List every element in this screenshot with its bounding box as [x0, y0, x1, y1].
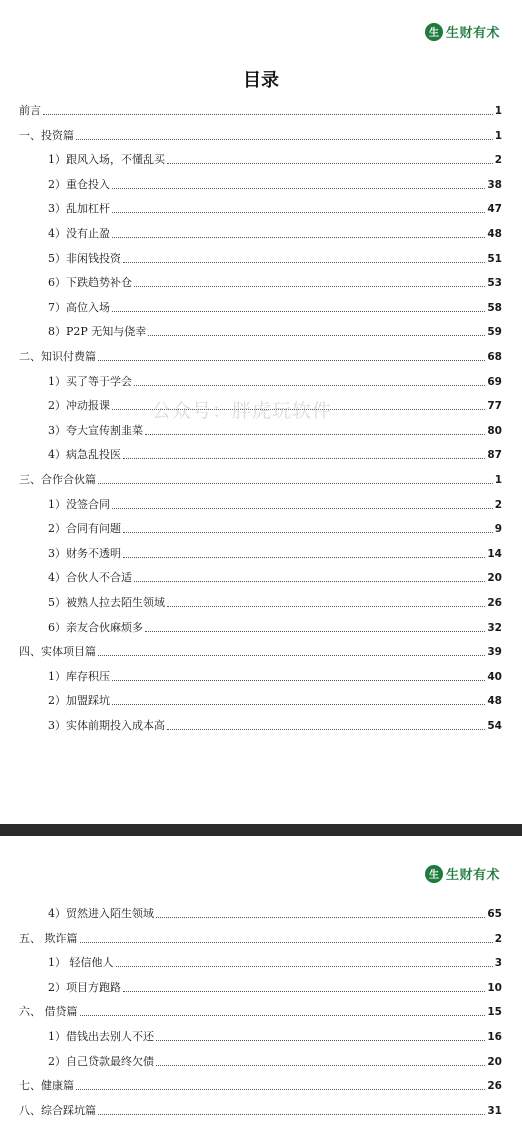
toc-entry[interactable]	[0, 297, 522, 315]
toc-entry-page-number: 59	[487, 326, 502, 339]
toc-leader-dots	[76, 1089, 485, 1090]
toc-entry-label: 八、综合踩坑篇	[19, 1103, 96, 1117]
toc-entry[interactable]	[0, 617, 522, 635]
toc-entry-page-number: 87	[487, 449, 502, 462]
watermark: 公众号：胖虎玩软件	[152, 400, 333, 422]
toc-leader-dots	[76, 139, 493, 140]
toc-entry-label: 3）财务不透明	[48, 546, 121, 560]
toc-entry-label: 2）重仓投入	[48, 177, 110, 191]
toc-entry-page-number: 48	[487, 228, 502, 240]
toc-leader-dots	[98, 655, 485, 656]
toc-leader-dots	[134, 286, 485, 287]
toc-entry-label: 前言	[19, 104, 41, 117]
toc-leader-dots	[167, 606, 485, 607]
toc-leader-dots	[43, 114, 493, 115]
toc-entry-page-number: 1	[494, 474, 502, 486]
brand-name: 生财有术	[445, 868, 500, 883]
toc-entry-label: 1）没签合同	[48, 497, 110, 511]
toc-leader-dots	[148, 335, 485, 336]
toc-entry-label: 2）自己贷款最终欠债	[48, 1054, 154, 1068]
toc-entry-label: 2）加盟踩坑	[48, 694, 110, 708]
toc-leader-dots	[116, 966, 493, 967]
brand-logo	[425, 22, 500, 41]
brand-badge-icon: 生	[425, 23, 443, 41]
toc-leader-dots	[80, 1015, 486, 1016]
toc-entry-label: 5）非闲钱投资	[48, 251, 121, 265]
toc-entry-page-number: 32	[487, 621, 502, 634]
toc-entry-page-number: 38	[487, 178, 502, 191]
toc-entry-page-number: 77	[487, 400, 502, 413]
toc-entry-page-number: 2	[494, 932, 502, 945]
toc-entry-page-number: 2	[494, 154, 502, 167]
toc-leader-dots	[123, 557, 485, 558]
toc-entry-label: 4）病急乱投医	[48, 448, 121, 462]
brand-name: 生财有术	[445, 26, 500, 41]
toc-leader-dots	[123, 991, 485, 992]
toc-entry-page-number: 26	[487, 597, 502, 609]
toc-entry-label: 二、知识付费篇	[19, 350, 96, 363]
toc-entry-page-number: 9	[494, 523, 502, 536]
toc-entry-page-number: 58	[487, 301, 502, 314]
toc-entry[interactable]	[0, 903, 522, 921]
toc-entry[interactable]	[0, 1001, 522, 1019]
toc-entry[interactable]	[0, 1051, 522, 1069]
toc-entry-label: 1）库存积压	[48, 669, 110, 683]
toc-entry[interactable]	[0, 100, 522, 118]
toc-entry-page-number: 51	[487, 252, 502, 265]
toc-entry-page-number: 26	[487, 1080, 502, 1093]
toc-entry-page-number: 1	[494, 105, 502, 117]
toc-leader-dots	[156, 1040, 485, 1041]
toc-entry[interactable]	[0, 272, 522, 290]
toc-entry-page-number: 16	[487, 1031, 502, 1043]
toc-leader-dots	[112, 680, 485, 681]
toc-entry[interactable]	[0, 371, 522, 389]
toc-leader-dots	[123, 458, 485, 459]
toc-entry-label: 4）没有止盈	[48, 227, 110, 240]
page-separator	[0, 824, 522, 836]
toc-leader-dots	[80, 942, 493, 943]
toc-entry[interactable]	[0, 641, 522, 659]
toc-entry-page-number: 69	[487, 375, 502, 388]
toc-entry[interactable]	[0, 125, 522, 143]
toc-leader-dots	[98, 483, 493, 484]
toc-entry[interactable]	[0, 444, 522, 462]
toc-entry-label: 3）乱加杠杆	[48, 202, 110, 216]
toc-entry-page-number: 39	[487, 646, 502, 659]
toc-entry-page-number: 47	[487, 203, 502, 216]
toc-leader-dots	[112, 188, 485, 189]
toc-entry[interactable]	[0, 715, 522, 733]
page-title: 目录	[243, 70, 279, 91]
toc-entry-label: 3）夸大宣传割韭菜	[48, 423, 143, 437]
toc-entry[interactable]	[0, 1026, 522, 1044]
toc-entry[interactable]	[0, 666, 522, 684]
toc-leader-dots	[112, 212, 485, 213]
toc-entry[interactable]	[0, 952, 522, 970]
toc-leader-dots	[145, 434, 485, 435]
toc-entry-page-number: 20	[487, 1055, 502, 1068]
brand-badge-icon: 生	[425, 865, 443, 883]
toc-entry-page-number: 20	[487, 572, 502, 585]
toc-leader-dots	[123, 262, 485, 263]
brand-logo	[425, 864, 500, 883]
toc-entry-label: 1） 轻信他人	[48, 956, 114, 970]
toc-entry[interactable]	[0, 321, 522, 339]
toc-entry-label: 1）跟风入场，不懂乱买	[48, 153, 165, 167]
document-page-2	[0, 836, 522, 1131]
toc-entry-page-number: 68	[487, 351, 502, 363]
toc-leader-dots	[98, 360, 485, 361]
toc-leader-dots	[145, 631, 485, 632]
toc-entry[interactable]	[0, 174, 522, 192]
toc-entry[interactable]	[0, 223, 522, 241]
toc-entry-page-number: 10	[487, 981, 502, 994]
toc-entry-label: 2）合同有问题	[48, 522, 121, 536]
toc-entry-label: 1）借钱出去别人不还	[48, 1030, 154, 1043]
toc-entry-label: 3）实体前期投入成本高	[48, 719, 165, 732]
toc-entry[interactable]	[0, 198, 522, 216]
toc-entry[interactable]	[0, 1100, 522, 1118]
toc-leader-dots	[167, 163, 493, 164]
toc-entry-label: 一、投资篇	[19, 128, 74, 142]
toc-entry-page-number: 31	[487, 1104, 502, 1117]
toc-entry[interactable]	[0, 346, 522, 364]
toc-leader-dots	[112, 704, 485, 705]
toc-leader-dots	[98, 1114, 485, 1115]
toc-entry[interactable]	[0, 518, 522, 536]
toc-entry[interactable]	[0, 977, 522, 995]
toc-entry[interactable]	[0, 592, 522, 610]
toc-entry[interactable]	[0, 469, 522, 487]
toc-entry-label: 四、实体项目篇	[19, 645, 96, 659]
toc-entry[interactable]	[0, 1075, 522, 1093]
toc-entry-label: 6）亲友合伙麻烦多	[48, 620, 143, 634]
toc-entry-page-number: 40	[487, 670, 502, 683]
toc-entry-label: 8）P2P 无知与侥幸	[48, 325, 147, 339]
toc-entry-page-number: 15	[487, 1006, 502, 1019]
toc-leader-dots	[112, 508, 493, 509]
toc-entry-label: 6）下跌趋势补仓	[48, 276, 132, 290]
toc-entry-page-number: 80	[487, 424, 502, 437]
toc-entry-page-number: 1	[494, 129, 502, 142]
toc-entry-label: 五、 欺诈篇	[19, 931, 78, 945]
toc-entry[interactable]	[0, 149, 522, 167]
toc-entry[interactable]	[0, 690, 522, 708]
toc-leader-dots	[112, 237, 485, 238]
toc-entry-page-number: 3	[494, 957, 502, 970]
toc-entry-label: 4）合伙人不合适	[48, 571, 132, 585]
toc-entry-label: 4）贸然进入陌生领域	[48, 907, 154, 920]
toc-entry-label: 1）买了等于学会	[48, 374, 132, 388]
toc-leader-dots	[156, 1065, 485, 1066]
toc-entry[interactable]	[0, 543, 522, 561]
toc-entry-label: 七、健康篇	[19, 1079, 74, 1093]
toc-entry-label: 2）项目方跑路	[48, 980, 121, 994]
toc-leader-dots	[123, 532, 493, 533]
toc-entry-page-number: 48	[487, 695, 502, 708]
toc-entry[interactable]	[0, 928, 522, 946]
toc-entry-page-number: 14	[487, 547, 502, 560]
toc-entry-label: 5）被熟人拉去陌生领域	[48, 596, 165, 609]
toc-entry-page-number: 2	[494, 498, 502, 511]
toc-entry[interactable]	[0, 567, 522, 585]
toc-entry-label: 7）高位入场	[48, 300, 110, 314]
toc-entry-label: 六、 借贷篇	[19, 1005, 78, 1019]
toc-leader-dots	[134, 581, 485, 582]
toc-leader-dots	[156, 917, 485, 918]
toc-leader-dots	[134, 385, 485, 386]
toc-leader-dots	[167, 729, 485, 730]
toc-entry-label: 2）冲动报课	[48, 399, 110, 413]
toc-entry[interactable]	[0, 248, 522, 266]
toc-entry-page-number: 65	[487, 908, 502, 920]
toc-entry-page-number: 53	[487, 277, 502, 290]
toc-entry[interactable]	[0, 494, 522, 512]
toc-entry-page-number: 54	[487, 720, 502, 732]
toc-leader-dots	[112, 311, 485, 312]
toc-entry-label: 三、合作合伙篇	[19, 473, 96, 486]
